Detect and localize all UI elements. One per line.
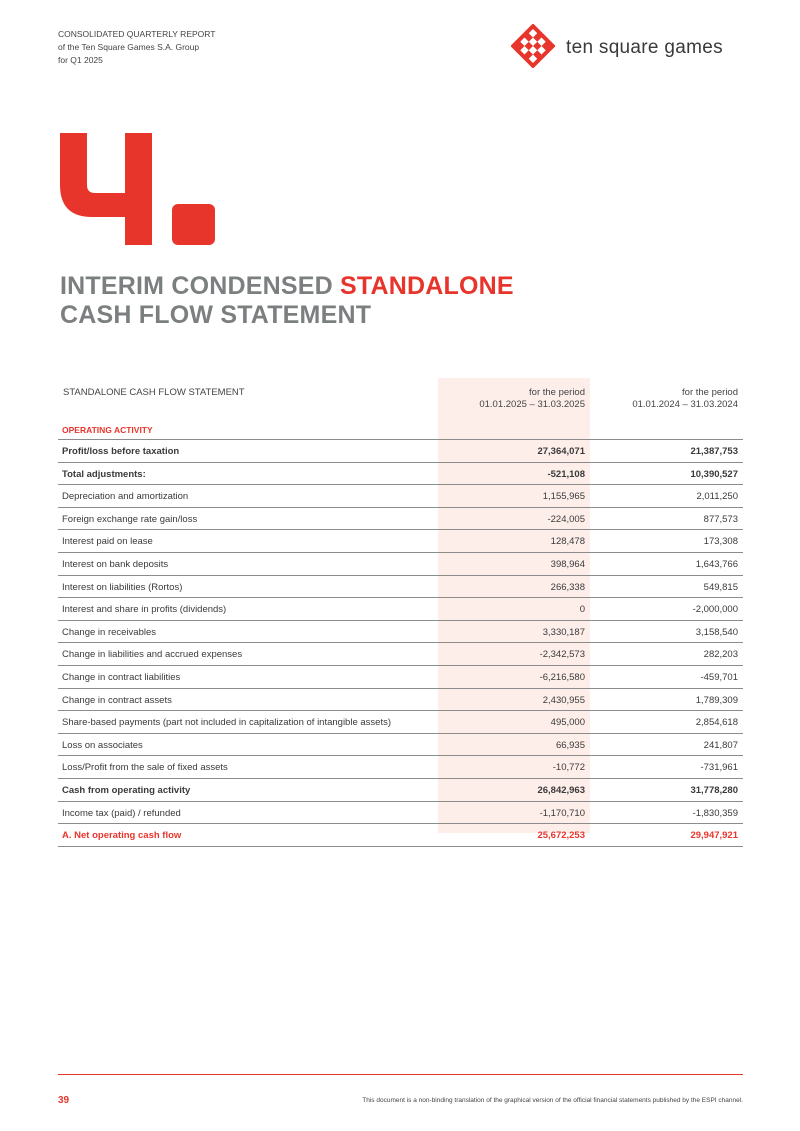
- section-row: [58, 418, 743, 440]
- table-row: [58, 779, 743, 802]
- row-label: Change in contract liabilities: [62, 671, 181, 683]
- row-label: Loss on associates: [62, 739, 143, 751]
- row-value-prior: 29,947,921: [690, 830, 738, 842]
- row-label: Change in receivables: [62, 626, 157, 638]
- row-label: Change in contract assets: [62, 694, 172, 706]
- row-value-prior: -1,830,359: [692, 807, 738, 819]
- row-label: Loss/Profit from the sale of fixed assets: [62, 762, 228, 774]
- row-value-prior: 31,778,280: [690, 784, 738, 796]
- row-value-prior: -731,961: [700, 762, 738, 774]
- row-label: Income tax (paid) / refunded: [62, 807, 181, 819]
- table-row: [58, 643, 743, 666]
- row-value-prior: 173,308: [703, 536, 738, 548]
- title-accent: STANDALONE: [340, 272, 514, 300]
- row-label: Share-based payments (part not included in capitalization of intangible assets): [62, 717, 391, 729]
- row-value-current: 1,155,965: [542, 491, 585, 503]
- table-row: [58, 440, 743, 463]
- row-value-prior: 1,643,766: [695, 558, 738, 570]
- row-value-current: -6,216,580: [539, 671, 585, 683]
- footer-divider: [58, 1074, 743, 1075]
- row-value-current: 128,478: [550, 536, 585, 548]
- row-value-current: -2,342,573: [539, 649, 585, 661]
- table-row: [58, 824, 743, 847]
- row-value-current: 0: [579, 604, 585, 616]
- table-row: [58, 553, 743, 576]
- table-row: [58, 734, 743, 757]
- table-header-current-period: [479, 387, 585, 411]
- row-label: Interest on liabilities (Rortos): [62, 581, 183, 593]
- report-header: [58, 28, 215, 67]
- table-row: [58, 576, 743, 599]
- title-line-2: CASH FLOW STATEMENT: [60, 301, 372, 329]
- row-label: A. Net operating cash flow: [62, 830, 182, 842]
- row-value-prior: 241,807: [703, 739, 738, 751]
- row-label: Interest paid on lease: [62, 536, 153, 548]
- page-title: [60, 272, 514, 330]
- table-row: [58, 666, 743, 689]
- row-label: Total adjustments:: [62, 468, 146, 480]
- row-value-prior: 549,815: [703, 581, 738, 593]
- row-value-prior: 2,011,250: [696, 491, 738, 503]
- table-row: [58, 485, 743, 508]
- company-logo: [511, 26, 751, 66]
- current-period-range: 01.01.2025 – 31.03.2025: [479, 399, 585, 410]
- cash-flow-table: [58, 378, 743, 847]
- prior-period-range: 01.01.2024 – 31.03.2024: [632, 399, 738, 410]
- table-row: [58, 463, 743, 486]
- current-period-caption: for the period: [529, 387, 585, 398]
- table-row: [58, 530, 743, 553]
- row-label: Profit/loss before taxation: [62, 446, 180, 457]
- section-label: OPERATING ACTIVITY: [62, 425, 153, 435]
- row-value-current: -521,108: [547, 468, 585, 480]
- row-value-prior: 282,203: [703, 649, 738, 661]
- row-value-current: 25,672,253: [537, 830, 585, 842]
- row-value-prior: 21,387,753: [690, 446, 738, 457]
- title-part-1: INTERIM CONDENSED: [60, 272, 341, 300]
- table-rows: [58, 440, 743, 847]
- row-value-current: -10,772: [552, 762, 585, 774]
- row-value-current: 66,935: [555, 739, 585, 751]
- row-value-current: 3,330,187: [542, 626, 585, 638]
- row-label: Interest and share in profits (dividends): [62, 604, 227, 616]
- header-line-2: of the Ten Square Games S.A. Group: [58, 42, 200, 52]
- table-header-prior-period: [632, 387, 738, 411]
- row-value-current: 495,000: [550, 717, 585, 729]
- table-header: [58, 378, 743, 418]
- row-label: Depreciation and amortization: [62, 491, 189, 503]
- table-row: [58, 756, 743, 779]
- table-row: [58, 802, 743, 825]
- row-value-prior: 3,158,540: [695, 626, 738, 638]
- table-header-label: STANDALONE CASH FLOW STATEMENT: [63, 387, 245, 398]
- table-row: [58, 689, 743, 712]
- table-row: [58, 621, 743, 644]
- row-value-prior: -459,701: [700, 671, 738, 683]
- row-value-prior: 2,854,618: [695, 717, 738, 729]
- section-number-graphic: [60, 133, 220, 245]
- diamond-logo-icon: [511, 24, 555, 68]
- header-line-3: for Q1 2025: [58, 55, 103, 65]
- row-value-prior: 10,390,527: [690, 468, 738, 480]
- row-label: Foreign exchange rate gain/loss: [62, 513, 198, 525]
- row-label: Change in liabilities and accrued expenses: [62, 649, 243, 661]
- table-row: [58, 598, 743, 621]
- row-value-current: 398,964: [550, 558, 585, 570]
- logo-text: ten square games: [566, 37, 723, 58]
- section-number: [60, 133, 220, 250]
- row-value-current: 26,842,963: [537, 784, 585, 796]
- row-value-prior: 877,573: [703, 513, 738, 525]
- row-value-current: 27,364,071: [537, 446, 585, 457]
- row-value-current: -224,005: [547, 513, 585, 525]
- footer-note: This document is a non-binding translation of the graphical version of the official financial statements published by the ESPI channel.: [362, 1097, 743, 1104]
- row-value-prior: 1,789,309: [695, 694, 738, 706]
- row-value-current: -1,170,710: [539, 807, 585, 819]
- row-label: Interest on bank deposits: [62, 558, 169, 570]
- header-line-1: CONSOLIDATED QUARTERLY REPORT: [58, 29, 216, 39]
- page-number: 39: [58, 1095, 70, 1106]
- table-row: [58, 711, 743, 734]
- row-value-current: 2,430,955: [542, 694, 585, 706]
- prior-period-caption: for the period: [682, 387, 738, 398]
- row-value-current: 266,338: [550, 581, 585, 593]
- row-value-prior: -2,000,000: [692, 604, 738, 616]
- row-label: Cash from operating activity: [62, 784, 191, 796]
- table-row: [58, 508, 743, 531]
